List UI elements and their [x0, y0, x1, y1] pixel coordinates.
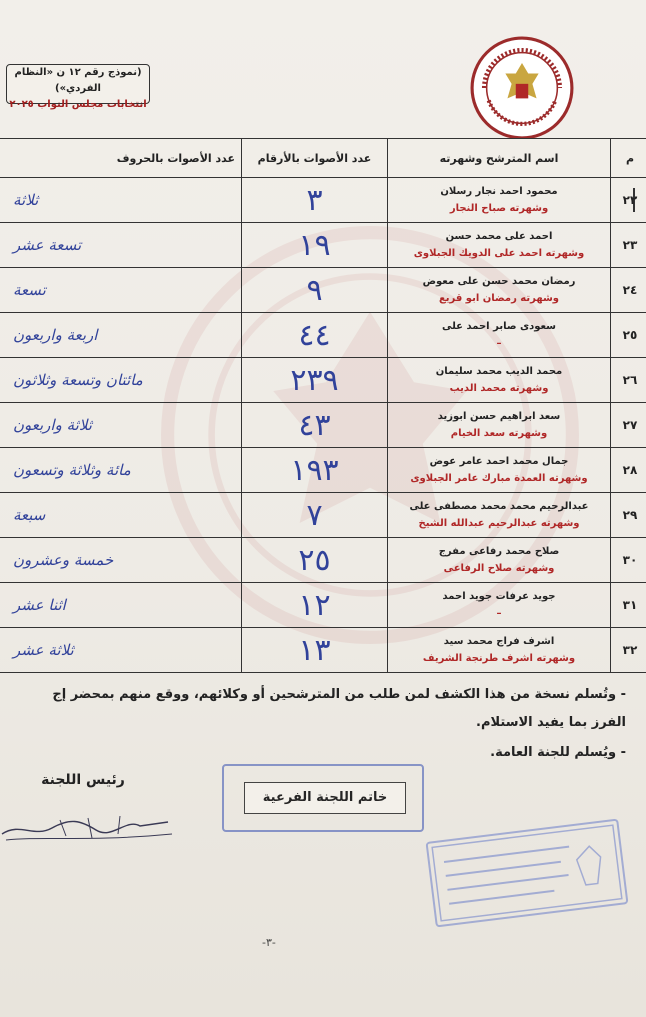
candidate-name: محمد الديب محمد سليمان [435, 366, 563, 377]
votes-in-words: خمسة وعشرون [0, 538, 242, 583]
votes-in-figures: ٢٣٩ [242, 358, 388, 403]
candidate-nickname: وشهرته صلاح الرفاعى [443, 563, 555, 574]
note-line-1: - وتُسلم نسخة من هذا الكشف لمن طلب من المترشحين أو وكلائهم، ووقع منهم بمحضر إج [52, 687, 626, 702]
votes-in-figures: ٤٣ [242, 403, 388, 448]
row-number: ٢٤ [611, 268, 646, 313]
table-row [0, 268, 646, 313]
row-number: ٣٠ [611, 538, 646, 583]
votes-in-words: اثنا عشر [0, 583, 242, 628]
votes-in-figures: ٩ [242, 268, 388, 313]
votes-in-words: ثلاثة واربعون [0, 403, 242, 448]
candidate-nickname: وشهرته صباح النجار [449, 203, 549, 214]
candidate-name: سعد ابراهيم حسن ابوزيد [437, 411, 561, 422]
election-title: انتخابات مجلس النواب ٢٠٢٥ [9, 99, 147, 110]
table-row [0, 628, 646, 673]
table-row [0, 493, 646, 538]
chief-signature [0, 808, 175, 852]
row-number: ٢٩ [611, 493, 646, 538]
table-row [0, 358, 646, 403]
votes-in-figures: ٧ [242, 493, 388, 538]
row-number: ٢٢ [611, 178, 646, 223]
candidate-nickname: وشهرته محمد الديب [449, 383, 549, 394]
candidate-name: جمال محمد احمد عامر عوض [429, 456, 569, 467]
general-committee-stamp [425, 818, 628, 927]
page-number: -٣- [262, 936, 276, 949]
vote-count-table [0, 138, 646, 673]
candidate-name: احمد على محمد حسن [445, 231, 553, 242]
candidate-nickname: – [496, 338, 502, 349]
candidate-cell [388, 493, 611, 538]
row-number: ٢٣ [611, 223, 646, 268]
candidate-name: عبدالرحيم محمد محمد مصطفى على [409, 501, 589, 512]
candidate-nickname: وشهرته اشرف طرنجة الشريف [422, 653, 576, 664]
candidate-cell [388, 313, 611, 358]
note-line-3: - ويُسلم للجنة العامة. [490, 745, 626, 760]
column-header-votes-words: عدد الأصوات بالحروف [0, 139, 242, 178]
row-number: ٣١ [611, 583, 646, 628]
candidate-cell [388, 403, 611, 448]
votes-in-figures: ١٩ [242, 223, 388, 268]
table-row [0, 448, 646, 493]
row-number: ٢٧ [611, 403, 646, 448]
candidate-cell [388, 538, 611, 583]
note-line-2: الفرز بما يفيد الاستلام. [476, 715, 626, 730]
candidate-name: صلاح محمد رفاعى مفرج [438, 546, 560, 557]
candidate-name: اشرف فراج محمد سيد [443, 636, 555, 647]
candidate-cell [388, 268, 611, 313]
votes-in-figures: ٤٤ [242, 313, 388, 358]
candidate-cell [388, 583, 611, 628]
votes-in-words: ثلاثة [0, 178, 242, 223]
candidate-cell [388, 628, 611, 673]
subcommittee-stamp [222, 764, 424, 832]
votes-in-words: تسعة عشر [0, 223, 242, 268]
table-row [0, 313, 646, 358]
table-row [0, 538, 646, 583]
votes-in-figures: ١٣ [242, 628, 388, 673]
column-header-votes-figures: عدد الأصوات بالأرقام [242, 139, 388, 178]
column-header-number: م [611, 139, 646, 178]
candidate-nickname: وشهرته سعد الخيام [450, 428, 548, 439]
votes-in-words: مائة وثلاثة وتسعون [0, 448, 242, 493]
candidate-nickname: وشهرته العمدة مبارك عامر الجبلاوى [410, 473, 588, 484]
votes-in-figures: ١٢ [242, 583, 388, 628]
votes-in-words: مائتان وتسعة وثلاثون [0, 358, 242, 403]
votes-in-words: تسعة [0, 268, 242, 313]
row-number: ٢٨ [611, 448, 646, 493]
table-row [0, 403, 646, 448]
row-number: ٢٥ [611, 313, 646, 358]
committee-chief-label: رئيس اللجنة [41, 772, 125, 788]
table-header-row [0, 139, 646, 178]
stamp-label: خاتم اللجنة الفرعية [244, 782, 406, 814]
form-number: (نموذج رقم ١٢ ن «النظام الفردي») [14, 67, 142, 94]
candidate-cell [388, 223, 611, 268]
candidate-cell [388, 178, 611, 223]
table-row [0, 178, 646, 223]
candidate-nickname: وشهرته رمضان ابو قريع [438, 293, 560, 304]
table-row [0, 583, 646, 628]
candidate-nickname: وشهرته احمد على الدويك الجبلاوى [413, 248, 585, 259]
authority-seal-logo [470, 36, 574, 140]
votes-in-figures: ٢٥ [242, 538, 388, 583]
row-number: ٣٢ [611, 628, 646, 673]
votes-in-figures: ٣ [242, 178, 388, 223]
votes-in-words: اربعة واربعون [0, 313, 242, 358]
form-identifier-box [6, 64, 150, 110]
table-row [0, 223, 646, 268]
candidate-cell [388, 448, 611, 493]
candidate-cell [388, 358, 611, 403]
candidate-name: رمضان محمد حسن على معوض [422, 276, 576, 287]
votes-in-words: ثلاثة عشر [0, 628, 242, 673]
candidate-nickname: – [496, 608, 502, 619]
row-number: ٢٦ [611, 358, 646, 403]
votes-in-figures: ١٩٣ [242, 448, 388, 493]
candidate-name: سعودى صابر احمد على [441, 321, 557, 332]
votes-in-words: سبعة [0, 493, 242, 538]
candidate-name: محمود احمد نجار رسلان [440, 186, 558, 197]
candidate-nickname: وشهرته عبدالرحيم عبدالله الشيخ [418, 518, 580, 529]
candidate-name: جويد عرفات جويد احمد [442, 591, 556, 602]
column-header-candidate: اسم المترشح وشهرته [388, 139, 611, 178]
